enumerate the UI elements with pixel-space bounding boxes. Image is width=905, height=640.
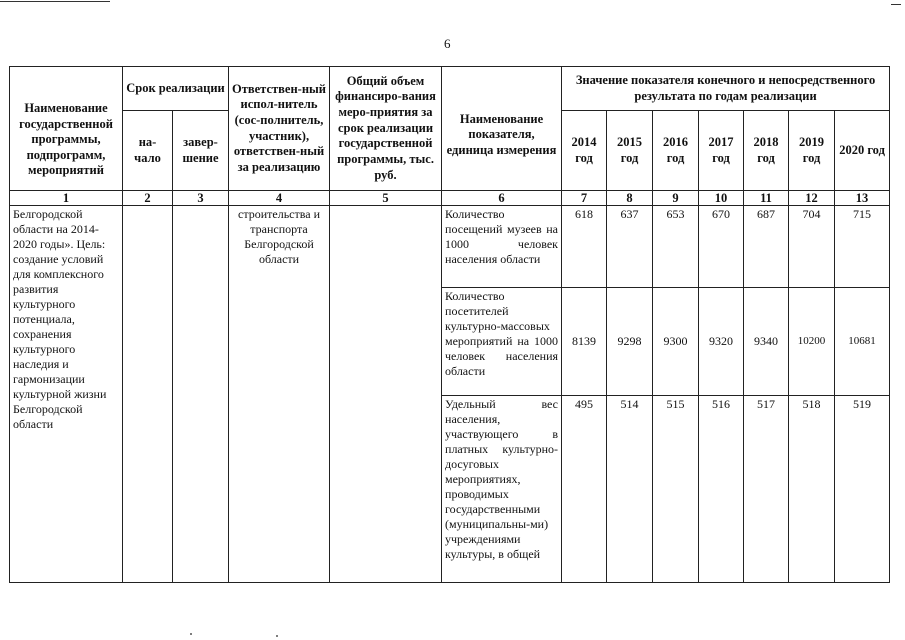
indicator-value: 515: [653, 396, 699, 583]
page-number: 6: [444, 36, 451, 51]
column-number: 9: [653, 191, 699, 206]
indicator-value: 9300: [653, 288, 699, 396]
column-number: 7: [562, 191, 607, 206]
indicator-value: 495: [562, 396, 607, 583]
indicator-value: 518: [789, 396, 835, 583]
indicator-value: 9340: [744, 288, 789, 396]
header-executor: Ответствен-ный испол-нитель (сос-полнитель, участник), ответствен-ный за реализацию: [229, 67, 330, 191]
header-period: Срок реализации: [123, 67, 229, 111]
indicator-value: 715: [835, 206, 890, 288]
header-indicator-values: Значение показателя конечного и непосредственного результата по годам реализации: [562, 67, 890, 111]
indicator-value: 8139: [562, 288, 607, 396]
column-number: 4: [229, 191, 330, 206]
funding-cell: [330, 206, 442, 583]
indicator-value: 618: [562, 206, 607, 288]
indicator-value: 517: [744, 396, 789, 583]
table-row: [10, 206, 890, 288]
indicator-name: Удельный вес населения, участвующего в платных культурно-досуговых мероприятиях, проводимых государственными (муниципальны-ми) учреждениями культуры, в общей: [442, 396, 562, 583]
column-number: 12: [789, 191, 835, 206]
header-year-2020: 2020 год: [835, 111, 890, 191]
scan-speck: [276, 635, 278, 637]
indicator-table: [9, 66, 890, 583]
indicator-value: 9298: [607, 288, 653, 396]
scan-artifact-dash: [891, 4, 901, 5]
end-cell: [173, 206, 229, 583]
indicator-value: 9320: [699, 288, 744, 396]
indicator-value: 514: [607, 396, 653, 583]
header-program-name: Наименование государственной программы, подпрограмм, мероприятий: [10, 67, 123, 191]
indicator-name: Количество посетителей культурно-массовых мероприятий на 1000 человек населения области: [442, 288, 562, 396]
indicator-value: 637: [607, 206, 653, 288]
program-name-cell: Белгородской области на 2014-2020 годы». Цель: создание условий для комплексного развития культурного потенциала, сохранения культурного наследия и гармонизации культурной жизни Белгородской области: [10, 206, 123, 583]
indicator-value: 653: [653, 206, 699, 288]
column-number: 13: [835, 191, 890, 206]
column-number: 2: [123, 191, 173, 206]
indicator-value: 704: [789, 206, 835, 288]
executor-cell: строительства и транспорта Белгородской области: [229, 206, 330, 583]
header-year-2017: 2017 год: [699, 111, 744, 191]
header-funding: Общий объем финансиро-вания меро-приятия за срок реализации государственной программы, тыс. руб.: [330, 67, 442, 191]
indicator-value: 519: [835, 396, 890, 583]
indicator-value: 670: [699, 206, 744, 288]
header-year-2016: 2016 год: [653, 111, 699, 191]
header-start: на-чало: [123, 111, 173, 191]
header-year-2015: 2015 год: [607, 111, 653, 191]
column-number: 3: [173, 191, 229, 206]
header-end: завер-шение: [173, 111, 229, 191]
column-number: 6: [442, 191, 562, 206]
column-number: 1: [10, 191, 123, 206]
indicator-value: 10200: [789, 288, 835, 396]
indicator-value: 687: [744, 206, 789, 288]
header-year-2019: 2019 год: [789, 111, 835, 191]
column-number: 8: [607, 191, 653, 206]
header-year-2018: 2018 год: [744, 111, 789, 191]
scan-speck: [190, 633, 192, 635]
indicator-value: 516: [699, 396, 744, 583]
column-number: 5: [330, 191, 442, 206]
indicator-name: Количество посещений музеев на 1000 человек населения области: [442, 206, 562, 288]
start-cell: [123, 206, 173, 583]
column-number: 10: [699, 191, 744, 206]
header-year-2014: 2014 год: [562, 111, 607, 191]
indicator-value: 10681: [835, 288, 890, 396]
column-number: 11: [744, 191, 789, 206]
header-indicator-name: Наименование показателя, единица измерения: [442, 67, 562, 191]
scan-artifact-line: [0, 1, 110, 2]
